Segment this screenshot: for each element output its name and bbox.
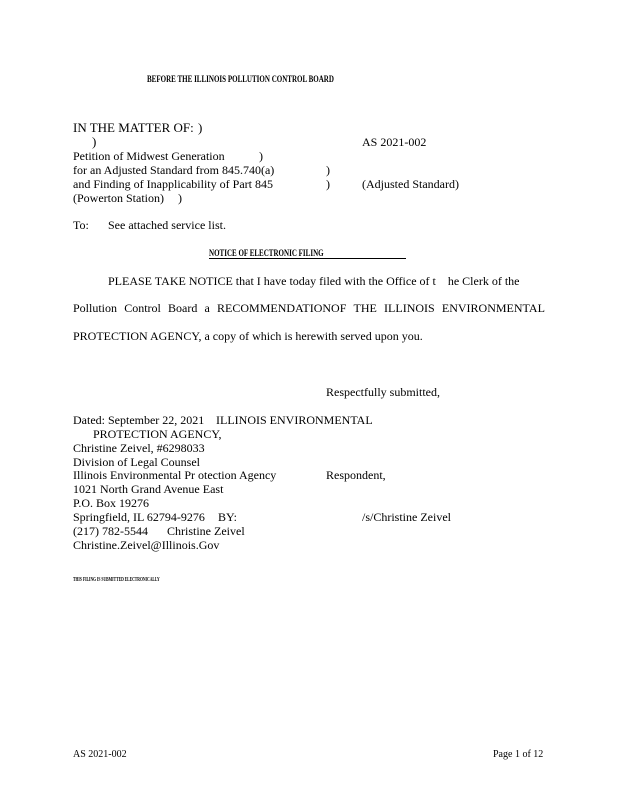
filing-stamp: THIS FILING IS SUBMITTED ELECTRONICALLY (73, 577, 160, 583)
petition-line-1: Petition of Midwest Generation (73, 149, 225, 163)
notice-title: NOTICE OF ELECTRONIC FILING (209, 248, 324, 258)
to-label: To: (73, 218, 89, 232)
notice-word: a (204, 301, 210, 315)
board-title: BEFORE THE ILLINOIS POLLUTION CONTROL BOARD (147, 74, 334, 84)
address-line-2: P.O. Box 19276 (73, 496, 150, 510)
petition-line-4: (Powerton Station) (73, 191, 164, 205)
caption-paren: ) (198, 120, 203, 135)
phone: (217) 782-5544 (73, 524, 148, 538)
matter-label: IN THE MATTER OF: (73, 120, 194, 135)
petition-line-2: for an Adjusted Standard from 845.740(a) (73, 163, 275, 177)
caption-paren: ) (326, 177, 330, 191)
signer-name: Christine Zeivel (167, 524, 245, 538)
notice-word: Board (168, 301, 198, 315)
notice-line-1: PLEASE TAKE NOTICE that I have today filed with the Office of t he Clerk of the (108, 274, 520, 288)
closing: Respectfully submitted, (326, 385, 440, 399)
notice-word: ILLINOIS (384, 301, 435, 315)
notice-word: Pollution (73, 301, 118, 315)
caption-paren: ) (326, 163, 330, 177)
caption-paren: ) (92, 134, 97, 149)
email: Christine.Zeivel@Illinois.Gov (73, 538, 220, 552)
notice-word: Control (124, 301, 161, 315)
caption-paren: ) (178, 191, 182, 205)
agency-full: Illinois Environmental Pr otection Agency (73, 468, 277, 482)
case-number: AS 2021-002 (362, 135, 427, 149)
by-label: BY: (218, 510, 237, 524)
agency-line-1: ILLINOIS ENVIRONMENTAL (216, 413, 373, 427)
electronic-signature: /s/Christine Zeivel (362, 510, 451, 524)
to-value: See attached service list. (108, 218, 226, 232)
attorney-name: Christine Zeivel, #6298033 (73, 441, 205, 455)
caption-paren: ) (259, 149, 263, 163)
notice-line-3: PROTECTION AGENCY, a copy of which is herewith served upon you. (73, 329, 423, 343)
footer-page-number: Page 1 of 12 (493, 749, 544, 760)
notice-word: RECOMMENDATIONOF (217, 301, 347, 315)
notice-word: THE (353, 301, 377, 315)
petition-line-3: and Finding of Inapplicability of Part 845 (73, 177, 273, 191)
notice-word: ENVIRONMENTAL (441, 301, 545, 315)
address-line-3: Springfield, IL 62794-9276 (73, 510, 205, 524)
proceeding-type: (Adjusted Standard) (362, 177, 459, 191)
dated: Dated: September 22, 2021 (73, 413, 205, 427)
agency-line-2: PROTECTION AGENCY, (93, 427, 222, 441)
notice-title-underline (209, 258, 406, 259)
notice-line-2 (73, 302, 545, 314)
role: Respondent, (326, 468, 386, 482)
address-line-1: 1021 North Grand Avenue East (73, 482, 224, 496)
footer-case-number: AS 2021-002 (73, 749, 127, 760)
division: Division of Legal Counsel (73, 455, 200, 469)
